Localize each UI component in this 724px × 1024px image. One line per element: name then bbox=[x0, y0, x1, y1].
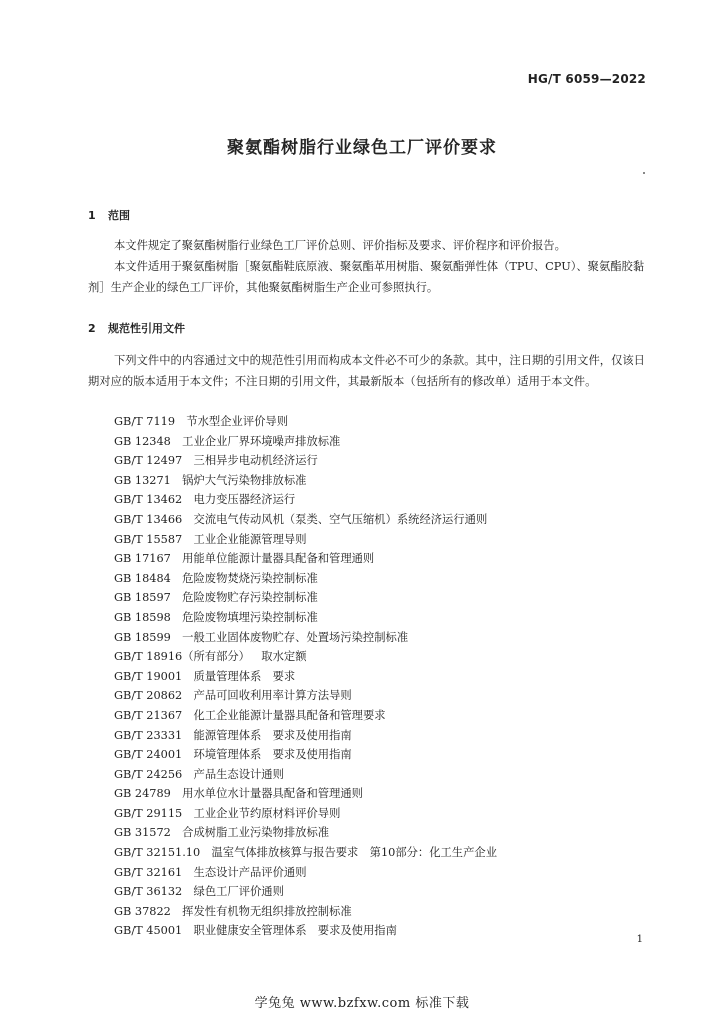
reference-code: GB/T 36132 bbox=[114, 885, 183, 899]
reference-title: 危险废物贮存污染控制标准 bbox=[182, 591, 318, 605]
reference-code: GB/T 29115 bbox=[114, 806, 183, 820]
reference-title: 绿色工厂评价通则 bbox=[193, 885, 284, 899]
reference-item bbox=[114, 569, 497, 589]
reference-code: GB/T 45001 bbox=[114, 924, 183, 938]
reference-item bbox=[114, 804, 497, 824]
section-title: 范围 bbox=[108, 209, 130, 222]
reference-item bbox=[114, 882, 497, 902]
reference-title: 工业企业厂界环境噪声排放标准 bbox=[182, 434, 341, 448]
reference-title: 一般工业固体废物贮存、处置场污染控制标准 bbox=[182, 630, 409, 644]
reference-code: GB 31572 bbox=[114, 826, 171, 840]
reference-title: 挥发性有机物无组织排放控制标准 bbox=[182, 904, 352, 918]
reference-code: GB 18599 bbox=[114, 630, 171, 644]
reference-title: 职业健康安全管理体系 要求及使用指南 bbox=[193, 924, 397, 938]
reference-code: GB 18484 bbox=[114, 571, 171, 585]
reference-code: GB 12348 bbox=[114, 434, 171, 448]
reference-title: 产品可回收利用率计算方法导则 bbox=[193, 689, 352, 703]
reference-item bbox=[114, 432, 497, 452]
reference-item bbox=[114, 490, 497, 510]
reference-item bbox=[114, 686, 497, 706]
reference-title: 产品生态设计通则 bbox=[193, 767, 284, 781]
reference-item bbox=[114, 549, 497, 569]
reference-code: GB/T 21367 bbox=[114, 708, 183, 722]
section-2-paragraph-1 bbox=[88, 351, 650, 392]
reference-item bbox=[114, 784, 497, 804]
reference-title: 节水型企业评价导则 bbox=[186, 415, 289, 428]
section-number: 2 bbox=[88, 322, 96, 335]
paragraph-text: 本文件规定了聚氨酯树脂行业绿色工厂评价总则、评价指标及要求、评价程序和评价报告。 bbox=[114, 239, 566, 252]
reference-title: 工业企业节约原材料评价导则 bbox=[193, 806, 341, 820]
scan-speck bbox=[643, 172, 645, 174]
section-number: 1 bbox=[88, 209, 96, 222]
reference-title: 环境管理体系 要求及使用指南 bbox=[193, 748, 352, 762]
reference-code: GB 18598 bbox=[114, 610, 171, 624]
paragraph-text: 下列文件中的内容通过文中的规范性引用而构成本文件必不可少的条款。其中，注日期的引用文件，仅该日期对应的版本适用于本文件；不注日期的引用文件，其最新版本（包括所有的修改单）适用于本文件。 bbox=[88, 354, 645, 388]
reference-title: 生态设计产品评价通则 bbox=[193, 865, 307, 879]
reference-title: 温室气体排放核算与报告要求 第10部分：化工生产企业 bbox=[211, 846, 497, 860]
reference-title: 电力变压器经济运行 bbox=[193, 493, 296, 507]
reference-code: GB/T 7119 bbox=[114, 415, 176, 428]
reference-title: 锅炉大气污染物排放标准 bbox=[182, 473, 307, 487]
reference-code: GB/T 32161 bbox=[114, 865, 183, 879]
reference-code: GB/T 23331 bbox=[114, 728, 183, 742]
reference-code: GB 37822 bbox=[114, 904, 171, 918]
reference-code: GB 18597 bbox=[114, 591, 171, 605]
reference-code: GB/T 13462 bbox=[114, 493, 183, 507]
reference-code: GB 24789 bbox=[114, 787, 171, 801]
reference-code: GB/T 24256 bbox=[114, 767, 183, 781]
reference-item bbox=[114, 412, 497, 432]
reference-title: 危险废物焚烧污染控制标准 bbox=[182, 571, 318, 585]
reference-title: 交流电气传动风机（泵类、空气压缩机）系统经济运行通则 bbox=[193, 512, 488, 526]
reference-item bbox=[114, 647, 497, 667]
reference-item bbox=[114, 588, 497, 608]
reference-title: 质量管理体系 要求 bbox=[193, 669, 296, 683]
page-number: 1 bbox=[636, 934, 643, 945]
reference-code: GB/T 15587 bbox=[114, 532, 183, 546]
section-1-heading bbox=[88, 207, 130, 223]
reference-code: GB 13271 bbox=[114, 473, 171, 487]
watermark-footer: 学兔兔 www.bzfxw.com 标准下载 bbox=[254, 996, 470, 1011]
reference-title: 工业企业能源管理导则 bbox=[193, 532, 307, 546]
reference-item bbox=[114, 530, 497, 550]
reference-item bbox=[114, 745, 497, 765]
reference-code: GB/T 12497 bbox=[114, 454, 183, 468]
reference-title: 危险废物填埋污染控制标准 bbox=[182, 610, 318, 624]
reference-item bbox=[114, 921, 497, 941]
reference-list bbox=[114, 412, 497, 941]
reference-item bbox=[114, 823, 497, 843]
reference-code: GB/T 19001 bbox=[114, 669, 183, 683]
reference-code: GB/T 24001 bbox=[114, 748, 183, 762]
reference-item bbox=[114, 902, 497, 922]
section-1-paragraph-1 bbox=[88, 236, 650, 257]
reference-code: GB/T 32151.10 bbox=[114, 846, 201, 860]
document-code: HG/T 6059—2022 bbox=[527, 72, 646, 86]
reference-code: GB/T 20862 bbox=[114, 689, 183, 703]
reference-item bbox=[114, 471, 497, 491]
section-2-heading bbox=[88, 320, 185, 336]
reference-item bbox=[114, 863, 497, 883]
reference-item bbox=[114, 706, 497, 726]
reference-title: 用水单位水计量器具配备和管理通则 bbox=[182, 787, 363, 801]
reference-item bbox=[114, 628, 497, 648]
reference-item bbox=[114, 451, 497, 471]
paragraph-text: 本文件适用于聚氨酯树脂［聚氨酯鞋底原液、聚氨酯革用树脂、聚氨酯弹性体（TPU、CPU）、聚氨酯胶黏剂］生产企业的绿色工厂评价，其他聚氨酯树脂生产企业可参照执行。 bbox=[88, 260, 645, 294]
reference-title: 三相异步电动机经济运行 bbox=[193, 454, 318, 468]
document-title: 聚氨酯树脂行业绿色工厂评价要求 bbox=[227, 138, 497, 158]
reference-code: GB/T 18916（所有部分） bbox=[114, 650, 250, 664]
section-title: 规范性引用文件 bbox=[108, 322, 185, 335]
reference-title: 化工企业能源计量器具配备和管理要求 bbox=[193, 708, 386, 722]
reference-item bbox=[114, 726, 497, 746]
reference-code: GB/T 13466 bbox=[114, 512, 183, 526]
reference-item bbox=[114, 608, 497, 628]
section-1-paragraph-2 bbox=[88, 257, 650, 298]
reference-item bbox=[114, 765, 497, 785]
reference-title: 取水定额 bbox=[261, 650, 307, 664]
reference-item bbox=[114, 667, 497, 687]
reference-title: 用能单位能源计量器具配备和管理通则 bbox=[182, 552, 375, 566]
reference-code: GB 17167 bbox=[114, 552, 171, 566]
reference-item bbox=[114, 843, 497, 863]
reference-item bbox=[114, 510, 497, 530]
reference-title: 合成树脂工业污染物排放标准 bbox=[182, 826, 330, 840]
reference-title: 能源管理体系 要求及使用指南 bbox=[193, 728, 352, 742]
